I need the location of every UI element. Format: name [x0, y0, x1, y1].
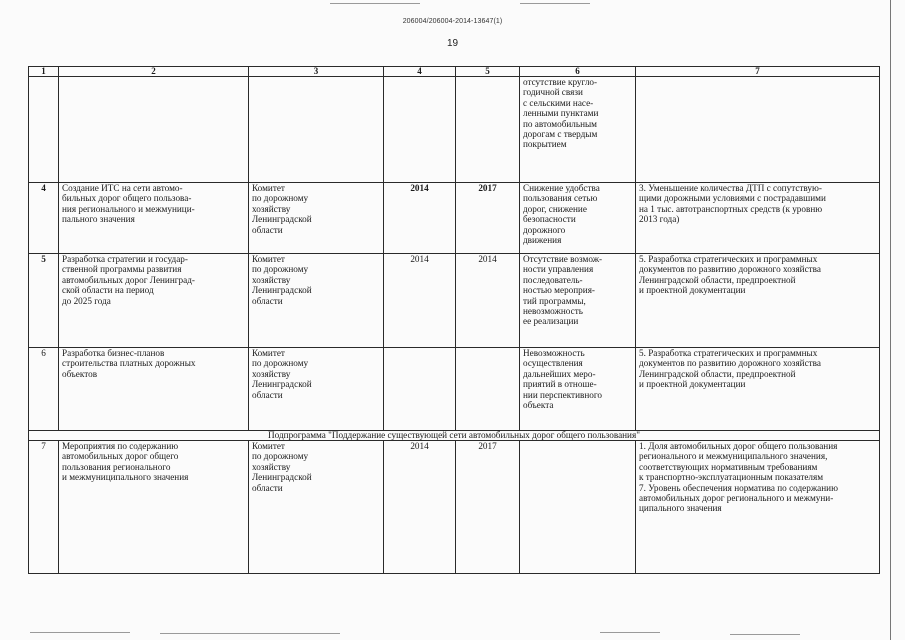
row-number: 7: [29, 441, 59, 574]
row-number: 6: [29, 348, 59, 431]
column-number: 6: [520, 67, 636, 77]
executor-cell: Комитет по дорожному хозяйству Ленинградской области: [249, 441, 384, 574]
scan-artifact-bottom: [730, 634, 800, 635]
consequence-cell: [520, 441, 636, 574]
end-year-cell: [456, 348, 520, 431]
subprogram-title: Подпрограмма "Поддержание существующей сети автомобильных дорог общего пользования": [29, 431, 880, 441]
start-year-cell: [384, 77, 456, 183]
indicator-cell: 5. Разработка стратегических и программных документов по развитию дорожного хозяйства Ленинградской области, предпроектной и проектной документации: [636, 254, 880, 348]
start-year-cell: [384, 348, 456, 431]
table-row: [29, 77, 880, 183]
scan-artifact-bottom: [30, 632, 130, 633]
consequence-cell: Отсутствие возмож- ности управления последователь- ностью мероприя- тий программы, невозможность ее реализации: [520, 254, 636, 348]
indicator-cell: 1. Доля автомобильных дорог общего пользования регионального и межмуниципального значения, соответствующих нормативным требованиям к транспортно-эксплуатационным показателям 7. Уровень обеспечения норматива по содержанию автомобильных дорог регионального и межмуни- ципального значения: [636, 441, 880, 574]
row-number: 5: [29, 254, 59, 348]
scan-artifact-top: [520, 3, 590, 4]
indicator-cell: 3. Уменьшение количества ДТП с сопутствую- щими дорожными условиями с пострадавшими на 1 тыс. автотранспортных средств (к уровню 2013 года): [636, 183, 880, 254]
document-id: 206004/206004-2014-13647(1): [402, 18, 503, 25]
table-row: [29, 254, 880, 348]
executor-cell: Комитет по дорожному хозяйству Ленинградской области: [249, 348, 384, 431]
consequence-cell: Снижение удобства пользования сетью дорог, снижение безопасности дорожного движения: [520, 183, 636, 254]
end-year-cell: 2017: [456, 441, 520, 574]
page-number: 19: [446, 38, 459, 49]
column-number: 7: [636, 67, 880, 77]
column-number: 2: [59, 67, 249, 77]
consequence-cell: Невозможность осуществления дальнейших меро- приятий в отноше- нии перспективного объекта: [520, 348, 636, 431]
executor-cell: [249, 77, 384, 183]
indicator-cell: 5. Разработка стратегических и программных документов по развитию дорожного хозяйства Ленинградской области, предпроектной и проектной документации: [636, 348, 880, 431]
column-number: 4: [384, 67, 456, 77]
start-year-cell: 2014: [384, 441, 456, 574]
scan-artifact-bottom: [600, 632, 660, 633]
table-row: [29, 348, 880, 431]
scan-artifact-edge: [890, 0, 891, 640]
subprogram-row: [29, 431, 880, 441]
consequence-cell: отсутствие кругло- годичной связи с сельскими насе- ленными пунктами по автомобильным дорогам с твердым покрытием: [520, 77, 636, 183]
executor-cell: Комитет по дорожному хозяйству Ленинградской области: [249, 254, 384, 348]
event-cell: Разработка бизнес-планов строительства платных дорожных объектов: [59, 348, 249, 431]
start-year-cell: 2014: [384, 254, 456, 348]
start-year-cell: 2014: [384, 183, 456, 254]
table-row: [29, 183, 880, 254]
table-row: [29, 441, 880, 574]
column-number: 3: [249, 67, 384, 77]
event-cell: Создание ИТС на сети автомо- бильных дорог общего пользова- ния регионального и межмуници- пального значения: [59, 183, 249, 254]
end-year-cell: 2014: [456, 254, 520, 348]
event-cell: Мероприятия по содержанию автомобильных дорог общего пользования регионального и межмуниципального значения: [59, 441, 249, 574]
end-year-cell: [456, 77, 520, 183]
column-number: 1: [29, 67, 59, 77]
scan-artifact-top: [330, 3, 420, 4]
indicator-cell: [636, 77, 880, 183]
column-number: 5: [456, 67, 520, 77]
column-number-row: [29, 67, 880, 77]
scan-artifact-bottom: [160, 633, 340, 634]
executor-cell: Комитет по дорожному хозяйству Ленинградской области: [249, 183, 384, 254]
row-number: 4: [29, 183, 59, 254]
row-number: [29, 77, 59, 183]
end-year-cell: 2017: [456, 183, 520, 254]
event-cell: Разработка стратегии и государ- ственной программы развития автомобильных дорог Ленинград- ской области на период до 2025 года: [59, 254, 249, 348]
event-cell: [59, 77, 249, 183]
measures-table: [28, 66, 880, 574]
